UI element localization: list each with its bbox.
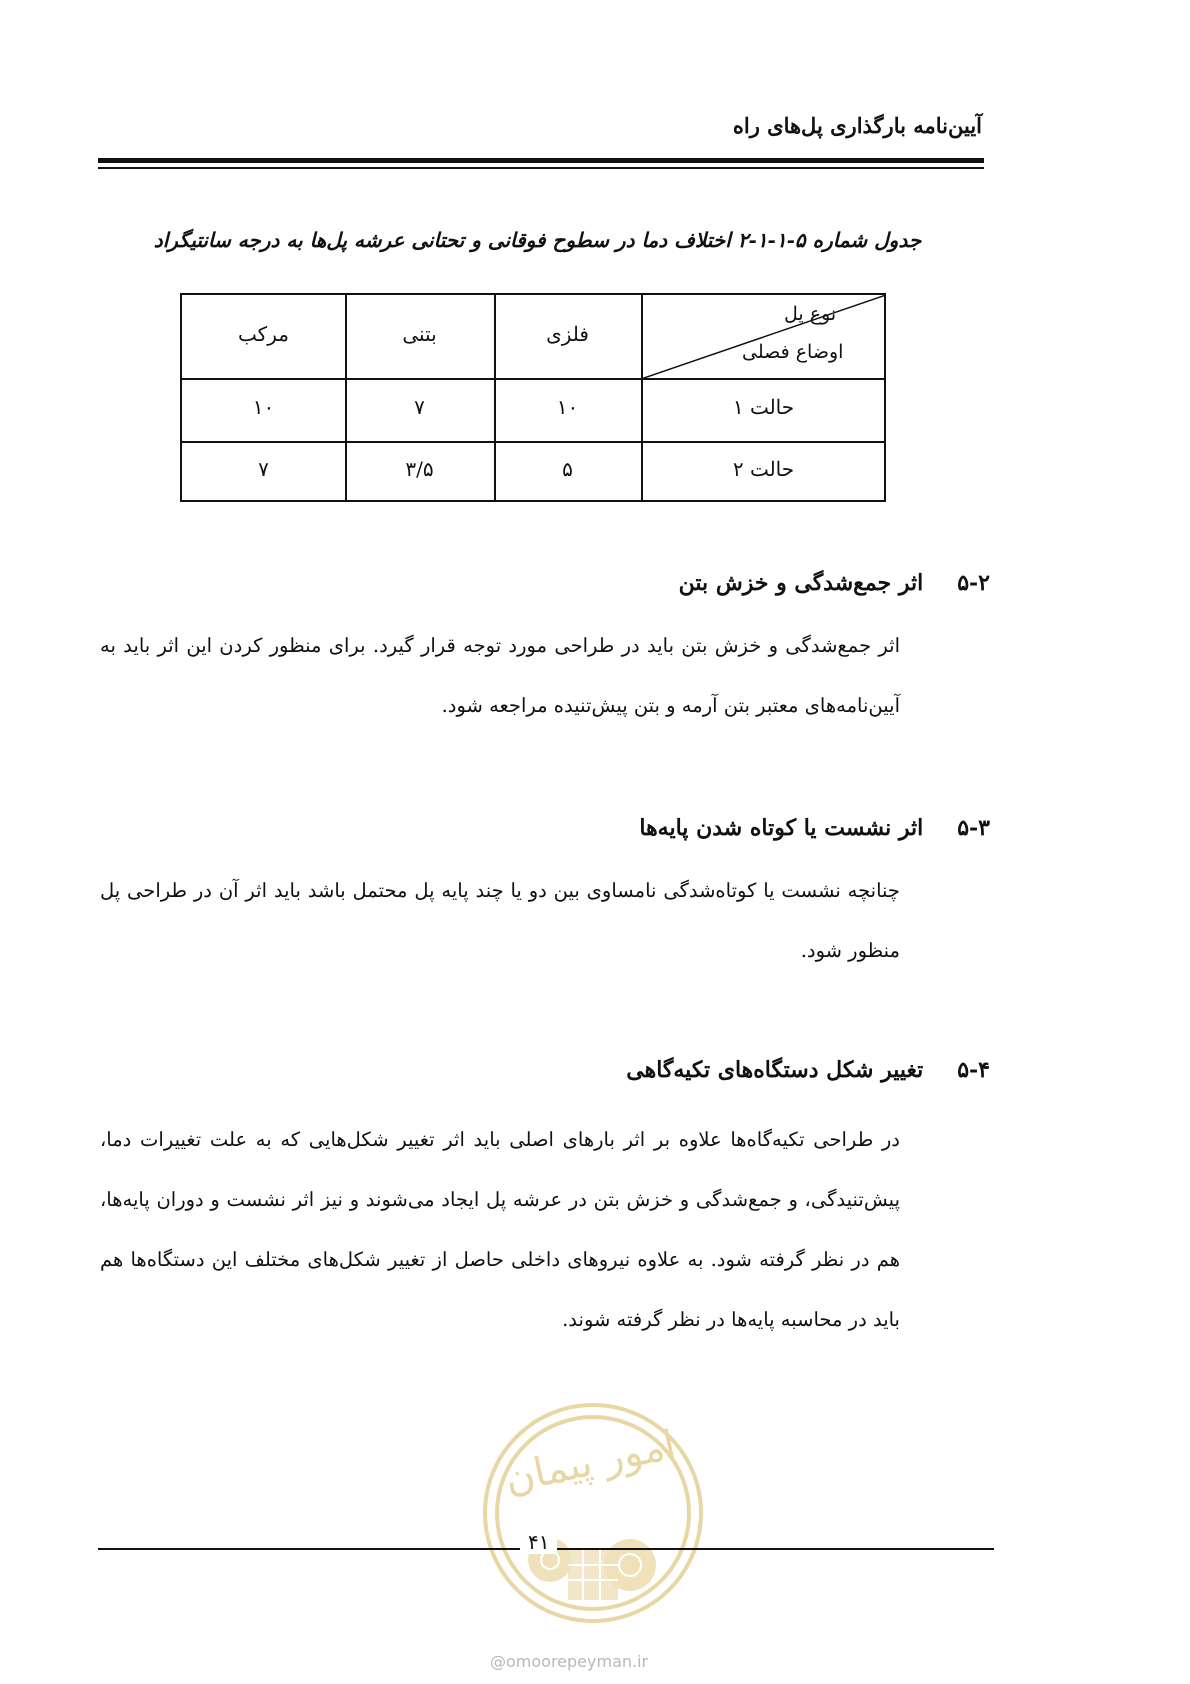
table-caption: جدول شماره ۵-۱-۱-۲ اختلاف دما در سطوح فوقانی و تحتانی عرشه پل‌ها به درجه سانتیگراد — [153, 228, 922, 252]
column-header-concrete: بتنی — [402, 322, 437, 346]
corner-diagonal — [641, 295, 886, 379]
temperature-table — [180, 293, 886, 502]
row-label-state-1: حالت ۱ — [732, 395, 795, 419]
table-cell: ۷ — [258, 457, 269, 481]
section-title: تغییر شکل دستگاه‌های تکیه‌گاهی — [626, 1057, 924, 1083]
header-rule-thin — [98, 167, 984, 169]
table-cell: ۷ — [414, 395, 425, 419]
watermark-text: امور پیمان — [500, 1421, 680, 1503]
header-rule-thick — [98, 158, 984, 163]
corner-bottom-label: اوضاع فصلی — [742, 341, 844, 363]
section-title: اثر نشست یا کوتاه شدن پایه‌ها — [639, 815, 924, 841]
corner-top-label: نوع پل — [784, 303, 837, 325]
section-number: ۵-۳ — [957, 815, 990, 841]
site-footer — [490, 1652, 648, 1671]
column-header-metal: فلزی — [546, 322, 589, 346]
section-heading — [679, 570, 990, 596]
table-cell: ۵ — [562, 457, 573, 481]
section-body: اثر جمع‌شدگی و خزش بتن باید در طراحی مورد توجه قرار گیرد. برای منظور کردن این اثر باید به آیین‌نامه‌های معتبر بتن آرمه و بتن پیش‌تنیده مراجعه شود. — [100, 634, 901, 717]
table-cell: ۱۰ — [252, 395, 275, 419]
section-body: در طراحی تکیه‌گاه‌ها علاوه بر اثر بارهای اصلی باید اثر تغییر شکل‌هایی که به علت تغییرات دما، پیش‌تنیدگی، و جمع‌شدگی و خزش بتن در عرشه پل ایجاد می‌شوند و نیز اثر نشست و دوران پایه‌ها، هم در نظر گرفته شود. به علاوه نیروهای داخلی حاصل از تغییر شکل‌های مختلف این دستگاه‌ها هم باید در محاسبه پایه‌ها در نظر گرفته شوند. — [100, 1128, 900, 1331]
section-body: چنانچه نشست یا کوتاه‌شدگی نامساوی بین دو یا چند پایه پل محتمل باشد باید اثر آن در طراحی پل منظور شود. — [100, 879, 900, 962]
section-number: ۵-۲ — [957, 570, 990, 596]
section-number: ۵-۴ — [957, 1057, 990, 1083]
table-hline — [182, 441, 884, 443]
running-header: آیین‌نامه بارگذاری پل‌های راه — [732, 113, 982, 138]
section-title: اثر جمع‌شدگی و خزش بتن — [678, 570, 924, 596]
page-number: ۴۱ — [520, 1530, 557, 1554]
site-url: omoorepeyman.ir — [506, 1652, 649, 1671]
at-icon: @ — [490, 1652, 506, 1671]
row-label-state-2: حالت ۲ — [732, 457, 795, 481]
section-heading — [626, 1057, 990, 1083]
table-cell: ۱۰ — [556, 395, 579, 419]
table-cell: ۳/۵ — [405, 457, 434, 481]
watermark-seal — [480, 1400, 706, 1626]
column-header-composite: مرکب — [238, 322, 289, 346]
section-heading — [639, 815, 990, 841]
